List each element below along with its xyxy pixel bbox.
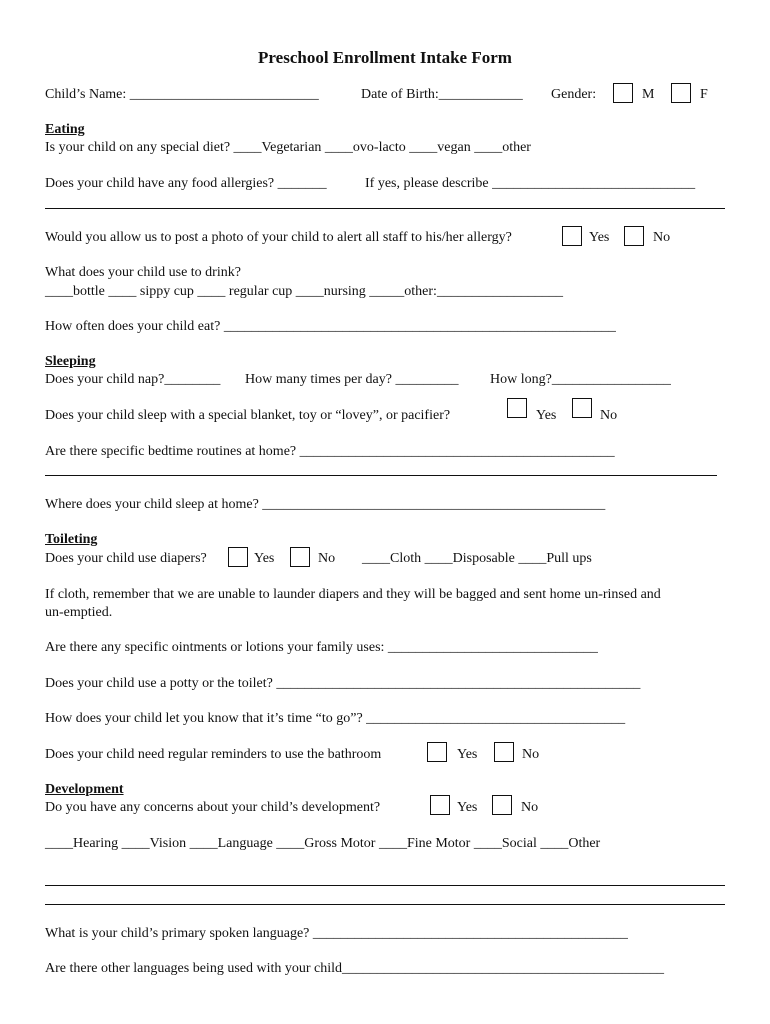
- gender-m-label: M: [642, 87, 655, 102]
- nap-times-field[interactable]: How many times per day? _________: [245, 372, 459, 387]
- comfort-item-no-checkbox[interactable]: [572, 398, 592, 418]
- reminders-yes-label: Yes: [457, 747, 478, 762]
- potty-field[interactable]: Does your child use a potty or the toilet? ____________________________________________________: [45, 676, 641, 691]
- special-diet-question[interactable]: Is your child on any special diet? ____Vegetarian ____ovo-lacto ____vegan ____other: [45, 140, 531, 155]
- diapers-yes-label: Yes: [254, 551, 275, 566]
- reminders-no-checkbox[interactable]: [494, 742, 514, 762]
- nap-length-field[interactable]: How long?_________________: [490, 372, 671, 387]
- comfort-item-no-label: No: [600, 408, 618, 423]
- allergy-photo-no-label: No: [653, 230, 671, 245]
- development-heading: Development: [45, 782, 124, 797]
- eating-heading: Eating: [45, 122, 85, 137]
- allergy-photo-yes-checkbox[interactable]: [562, 226, 582, 246]
- development-no-label: No: [521, 800, 539, 815]
- reminders-yes-checkbox[interactable]: [427, 742, 447, 762]
- development-no-checkbox[interactable]: [492, 795, 512, 815]
- bedtime-routines-line[interactable]: [45, 475, 717, 476]
- comfort-item-yes-checkbox[interactable]: [507, 398, 527, 418]
- comfort-item-question: Does your child sleep with a special blanket, toy or “lovey”, or pacifier?: [45, 408, 451, 423]
- diapers-yes-checkbox[interactable]: [228, 547, 248, 567]
- primary-language-field[interactable]: What is your child’s primary spoken language? _____________________________________________: [45, 926, 628, 941]
- development-notes-line-1[interactable]: [45, 885, 725, 886]
- form-title: Preschool Enrollment Intake Form: [258, 48, 512, 67]
- development-concerns-question: Do you have any concerns about your child’s development?: [45, 800, 381, 815]
- gender-f-checkbox[interactable]: [671, 83, 691, 103]
- date-of-birth-field[interactable]: Date of Birth:____________: [361, 87, 523, 102]
- gender-m-checkbox[interactable]: [613, 83, 633, 103]
- development-yes-label: Yes: [457, 800, 478, 815]
- gender-f-label: F: [700, 87, 708, 102]
- food-allergies-question[interactable]: Does your child have any food allergies? _______: [45, 176, 327, 191]
- nap-field[interactable]: Does your child nap?________: [45, 372, 221, 387]
- cloth-note: If cloth, remember that we are unable to launder diapers and they will be bagged and sent home un-rinsed and: [45, 587, 661, 602]
- toileting-heading: Toileting: [45, 532, 98, 547]
- reminders-no-label: No: [522, 747, 540, 762]
- ointments-field[interactable]: Are there any specific ointments or lotions your family uses: ______________________________: [45, 640, 598, 655]
- sleep-location-field[interactable]: Where does your child sleep at home? _________________________________________________: [45, 497, 606, 512]
- comfort-item-yes-label: Yes: [536, 408, 557, 423]
- child-name-field[interactable]: Child’s Name: ___________________________: [45, 87, 319, 102]
- diapers-question: Does your child use diapers?: [45, 551, 207, 566]
- gender-label: Gender:: [551, 87, 597, 102]
- diapers-no-label: No: [318, 551, 336, 566]
- development-notes-line-2[interactable]: [45, 904, 725, 905]
- other-languages-field[interactable]: Are there other languages being used with your child______________________________________________: [45, 961, 665, 976]
- allergy-photo-yes-label: Yes: [589, 230, 610, 245]
- diaper-type-options[interactable]: ____Cloth ____Disposable ____Pull ups: [362, 551, 592, 566]
- sleeping-heading: Sleeping: [45, 354, 96, 369]
- allergy-photo-no-checkbox[interactable]: [624, 226, 644, 246]
- drink-options[interactable]: ____bottle ____ sippy cup ____ regular cup ____nursing _____other:__________________: [45, 284, 563, 299]
- diapers-no-checkbox[interactable]: [290, 547, 310, 567]
- allergy-photo-question: Would you allow us to post a photo of your child to alert all staff to his/her allergy?: [45, 230, 512, 245]
- bedtime-routines-field[interactable]: Are there specific bedtime routines at home? _____________________________________________: [45, 444, 615, 459]
- development-areas-options[interactable]: ____Hearing ____Vision ____Language ____Gross Motor ____Fine Motor ____Social ____Other: [45, 836, 601, 851]
- development-yes-checkbox[interactable]: [430, 795, 450, 815]
- drink-question: What does your child use to drink?: [45, 265, 241, 280]
- bathroom-reminders-question: Does your child need regular reminders to use the bathroom: [45, 747, 382, 762]
- eat-frequency-field[interactable]: How often does your child eat? ________________________________________________________: [45, 319, 616, 334]
- time-to-go-field[interactable]: How does your child let you know that it’s time “to go”? _____________________________________: [45, 711, 626, 726]
- cloth-note-continued: un-emptied.: [45, 605, 113, 620]
- allergy-answer-line[interactable]: [45, 208, 725, 209]
- allergy-describe-field[interactable]: If yes, please describe _____________________________: [365, 176, 696, 191]
